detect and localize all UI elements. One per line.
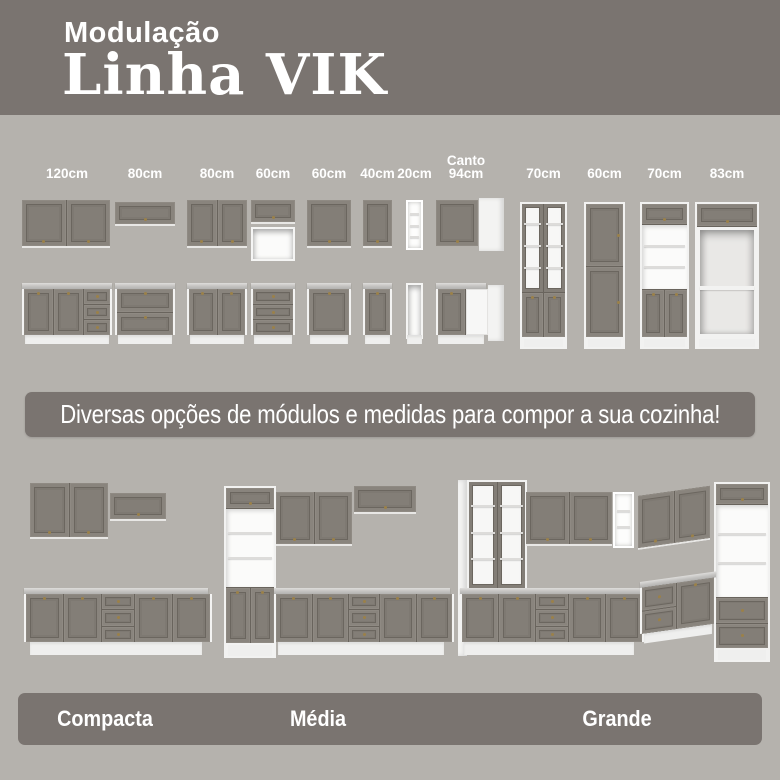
shelf-line	[228, 532, 272, 534]
door-row	[462, 594, 642, 642]
tall-cabinet	[584, 202, 625, 349]
cabinet-door	[117, 289, 173, 312]
shelf-line	[546, 245, 563, 247]
plinth	[365, 335, 390, 344]
open-niche	[716, 505, 768, 597]
shelf-line	[700, 286, 754, 290]
open-niche	[642, 225, 687, 289]
cabinet-door	[354, 486, 416, 512]
drawer-stack	[536, 594, 568, 642]
cabinet-drawer	[102, 627, 134, 642]
shelf-line	[500, 532, 524, 534]
module-size-label: 40cm	[360, 166, 395, 181]
tall-cabinet-body	[586, 204, 623, 337]
wall-cabinet	[638, 486, 710, 550]
plinth	[438, 335, 484, 344]
module-80cm-doors	[187, 115, 247, 350]
tall-cabinet-body	[642, 204, 687, 337]
appliance-niche	[697, 227, 757, 337]
door-row	[309, 289, 349, 335]
shelf-line	[524, 223, 541, 225]
tall-cabinet-body	[469, 482, 525, 588]
plinth	[464, 642, 634, 655]
drawer-stack	[117, 289, 173, 335]
cabinet-door	[218, 289, 246, 335]
shelf-line	[546, 223, 563, 225]
shelf-line	[410, 225, 419, 227]
plinth	[407, 335, 422, 344]
cabinet-door	[135, 594, 172, 642]
cabinet-door	[675, 486, 711, 543]
plinth	[718, 650, 766, 660]
shelf-line	[524, 245, 541, 247]
plinth	[310, 335, 348, 344]
cabinet-door	[22, 200, 66, 246]
open-niche	[406, 283, 423, 339]
cabinet-drawer	[253, 289, 293, 304]
cabinet-door	[173, 594, 210, 642]
module-60cm-tower	[584, 115, 625, 350]
wall-cabinet	[276, 492, 352, 546]
microwave-niche	[251, 227, 295, 261]
glass-tall-unit	[467, 480, 527, 590]
module-80cm-flap	[115, 115, 175, 350]
plinth	[524, 339, 563, 347]
cabinet-drawer	[536, 594, 568, 609]
drawer-stack	[642, 583, 676, 634]
module-size-label: 80cm	[199, 166, 235, 181]
base-cabinet	[436, 289, 490, 335]
module-40cm	[360, 115, 395, 350]
drawer-stack	[349, 594, 379, 642]
plinth	[644, 339, 685, 347]
shelf-line	[471, 505, 495, 507]
door-row	[438, 289, 488, 335]
drawer-stack	[84, 289, 110, 335]
open-niche	[226, 509, 274, 587]
tall-unit	[224, 486, 276, 658]
module-size-label: 120cm	[45, 166, 89, 181]
cabinet-door	[67, 200, 111, 246]
glass-door-icon	[544, 204, 565, 292]
shelf-line	[471, 558, 495, 560]
kitchen-compacta	[22, 450, 212, 690]
cabinet-drawer	[536, 627, 568, 642]
module-strip	[0, 115, 780, 350]
plinth	[254, 335, 292, 344]
cabinet-door	[54, 289, 83, 335]
module-canto-94cm	[436, 115, 506, 350]
cabinet-door	[363, 200, 392, 246]
module-size-label: 70cm	[647, 166, 682, 181]
wall-cabinet	[354, 486, 416, 514]
plinth	[228, 645, 272, 656]
module-120cm	[22, 115, 112, 350]
cabinet-drawer	[536, 610, 568, 625]
cabinet-drawer	[84, 305, 110, 320]
cabinet-door	[697, 204, 757, 226]
white-door	[466, 289, 488, 335]
door-row	[469, 482, 525, 588]
kitchen-names-bar	[18, 693, 762, 745]
banner	[25, 392, 755, 437]
module-60cm-door	[307, 115, 351, 350]
shelf-line	[718, 562, 766, 564]
wall-cabinet	[251, 200, 295, 224]
cabinet-drawer	[349, 610, 379, 625]
cabinet-drawer	[349, 594, 379, 609]
cabinet-drawer	[716, 598, 768, 623]
cabinet-door	[70, 483, 109, 537]
cabinet-door	[380, 594, 416, 642]
shelf-line	[718, 533, 766, 535]
plinth	[25, 335, 109, 344]
cabinet-drawer	[349, 627, 379, 642]
cabinet-door	[642, 204, 687, 224]
tall-cabinet	[520, 202, 567, 349]
right-wing-base	[640, 571, 716, 644]
header-subtitle: Modulação	[64, 17, 220, 49]
cabinet-drawer	[102, 594, 134, 609]
drawer-stack	[716, 598, 768, 648]
tall-cabinet-body	[226, 488, 274, 643]
cabinet-door	[315, 492, 353, 544]
plinth	[699, 339, 755, 347]
cabinet-door	[365, 289, 390, 335]
kitchen-grande	[452, 450, 768, 690]
shelf-line	[410, 213, 419, 215]
module-size-label: 60cm	[311, 166, 347, 181]
cabinet-door	[665, 290, 687, 337]
tall-cabinet-body	[522, 204, 565, 337]
module-60cm-niche	[251, 115, 295, 350]
cabinet-door	[189, 289, 217, 335]
cabinet-door	[526, 492, 569, 544]
drawer-stack	[102, 594, 134, 642]
cabinet-door	[436, 200, 478, 246]
cabinet-door	[569, 594, 605, 642]
banner-text: Diversas opções de módulos e medidas para compor a sua cozinha!	[59, 399, 721, 429]
wall-cabinet	[22, 200, 110, 248]
cabinet-door	[251, 200, 295, 222]
cabinet-door	[26, 594, 63, 642]
cabinet-drawer	[84, 320, 110, 335]
module-size-label: Canto 94cm	[446, 153, 486, 181]
cabinet-door	[417, 594, 453, 642]
cabinet-door	[544, 293, 565, 337]
cabinet-drawer	[642, 606, 676, 633]
corner-return-panel	[488, 285, 504, 341]
cabinet-door	[677, 578, 714, 629]
module-size-label: 20cm	[397, 166, 432, 181]
shelf-line	[500, 505, 524, 507]
pantry-tall-unit	[714, 482, 770, 662]
cabinet-door	[522, 293, 543, 337]
door-row	[522, 204, 565, 292]
module-70cm-glass-tower	[520, 115, 567, 350]
shelf-line	[471, 532, 495, 534]
kitchen-media	[218, 450, 453, 690]
plinth	[190, 335, 244, 344]
cabinet-door	[642, 290, 664, 337]
module-83cm-fridge-tower	[695, 115, 759, 350]
cabinet-door	[716, 484, 768, 504]
cabinet-door	[570, 492, 613, 544]
cabinet-door	[606, 594, 642, 642]
door-row	[24, 289, 110, 335]
cabinet-door	[638, 491, 674, 548]
plinth	[588, 339, 621, 347]
cabinet-door	[226, 588, 250, 643]
door-row	[189, 289, 245, 335]
cabinet-door	[110, 493, 166, 519]
module-70cm-oven-tower	[640, 115, 689, 350]
cabinet-drawer	[253, 305, 293, 320]
base-cabinet	[187, 289, 247, 335]
module-size-label: 60cm	[255, 166, 291, 181]
cabinet-door	[30, 483, 69, 537]
door-row	[642, 290, 687, 337]
tall-cabinet-body	[716, 484, 768, 648]
shelf-line	[500, 558, 524, 560]
cabinet-door	[309, 289, 349, 335]
plinth	[278, 642, 444, 655]
cabinet-door	[307, 200, 351, 246]
cabinet-door	[586, 204, 623, 266]
cabinet-door	[117, 313, 173, 336]
door-row	[117, 289, 173, 335]
glass-door-icon	[469, 482, 497, 588]
base-cabinet	[24, 594, 212, 642]
cabinet-door	[24, 289, 53, 335]
wall-cabinet	[115, 202, 175, 226]
cabinet-door	[276, 492, 314, 544]
wall-cabinet	[526, 492, 612, 546]
cabinet-door	[115, 202, 175, 224]
header	[0, 0, 780, 115]
open-shelf	[406, 200, 423, 250]
base-cabinet	[363, 289, 392, 335]
cabinet-door	[251, 588, 275, 643]
base-cabinet	[460, 594, 644, 642]
tall-cabinet	[640, 202, 689, 349]
cabinet-door	[438, 289, 465, 335]
shelf-line	[410, 236, 419, 238]
base-cabinet	[274, 594, 454, 642]
module-20cm-open	[397, 115, 432, 350]
tall-cabinet-body	[697, 204, 757, 337]
base-cabinet	[22, 289, 112, 335]
door-row	[253, 289, 293, 335]
kitchen-name-compacta: Compacta	[57, 706, 153, 731]
cabinet-drawer	[102, 610, 134, 625]
base-cabinet	[251, 289, 295, 335]
door-row	[226, 588, 274, 643]
module-size-label: 83cm	[709, 166, 745, 181]
door-row	[276, 594, 452, 642]
open-shelf	[613, 492, 634, 548]
cabinet-drawer	[716, 624, 768, 649]
shelf-line	[644, 245, 685, 247]
module-size-label: 60cm	[587, 166, 622, 181]
drawer-stack	[253, 289, 293, 335]
corner-return-panel	[479, 198, 504, 251]
cabinet-drawer	[84, 289, 110, 304]
wall-cabinet	[363, 200, 392, 248]
module-size-label: 80cm	[127, 166, 163, 181]
shelf-line	[617, 510, 630, 512]
cabinet-door	[218, 200, 248, 246]
shelf-line	[546, 267, 563, 269]
plinth	[118, 335, 172, 344]
cabinet-door	[64, 594, 101, 642]
wall-cabinet	[187, 200, 247, 248]
shelf-line	[644, 266, 685, 268]
wall-cabinet	[307, 200, 351, 248]
kitchen-examples	[0, 450, 780, 690]
kitchen-name-grande: Grande	[582, 706, 652, 731]
tall-cabinet	[695, 202, 759, 349]
base-cabinet	[307, 289, 351, 335]
glass-door-icon	[522, 204, 543, 292]
shelf-line	[228, 557, 272, 559]
door-row	[26, 594, 210, 642]
cabinet-door	[313, 594, 349, 642]
shelf-line	[524, 267, 541, 269]
door-row	[365, 289, 390, 335]
page-title: Linha VIK	[62, 42, 388, 108]
cabinet-drawer	[253, 320, 293, 335]
glass-door-icon	[498, 482, 526, 588]
door-row	[522, 293, 565, 337]
wall-cabinet	[110, 493, 166, 521]
cabinet-door	[499, 594, 535, 642]
wall-cabinet	[30, 483, 108, 539]
kitchen-name-media: Média	[289, 706, 347, 731]
base-cabinet	[115, 289, 175, 335]
module-size-label: 70cm	[526, 166, 561, 181]
cabinet-door	[276, 594, 312, 642]
plinth	[30, 642, 202, 655]
cabinet-door	[586, 267, 623, 337]
right-wing-wall	[638, 486, 710, 550]
cabinet-door	[462, 594, 498, 642]
cabinet-door	[187, 200, 217, 246]
shelf-line	[617, 526, 630, 528]
cabinet-door	[226, 488, 274, 508]
